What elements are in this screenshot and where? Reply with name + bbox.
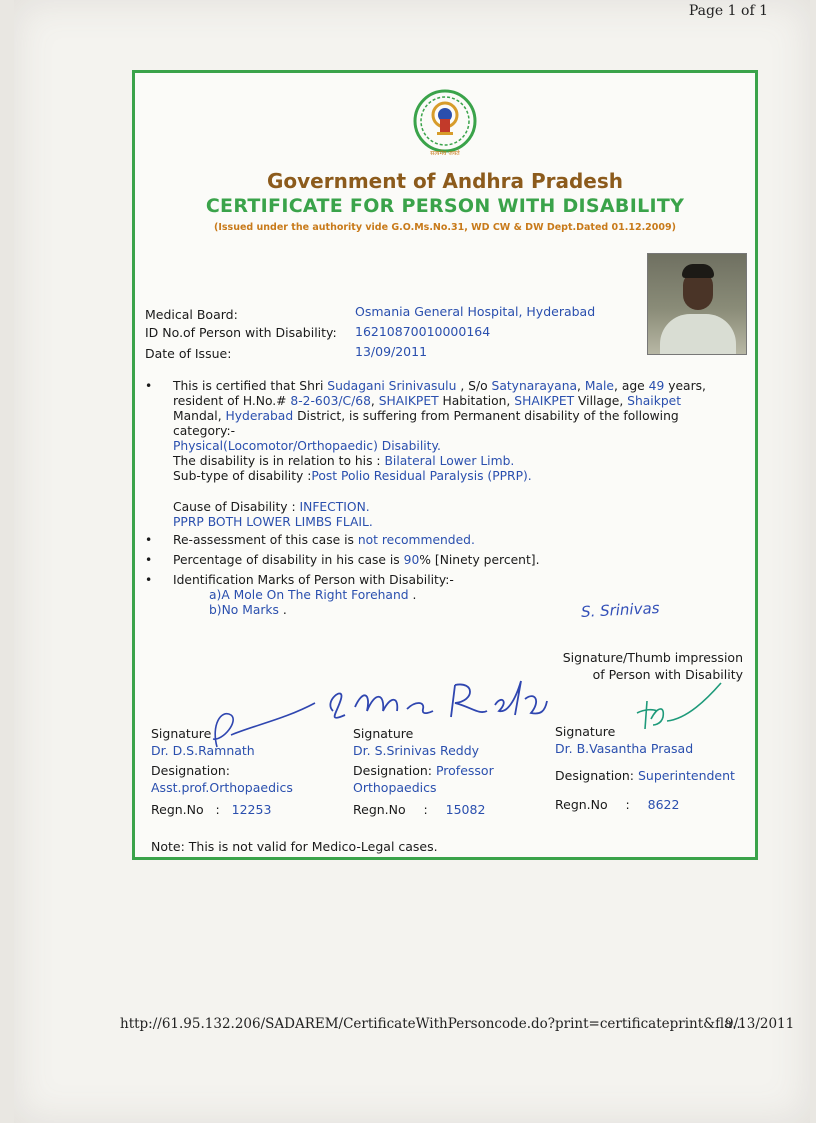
bullet-icon: • <box>145 533 153 547</box>
age: 49 <box>648 379 665 393</box>
bullet-icon: • <box>145 573 153 587</box>
date-label: Date of Issue: <box>145 346 232 361</box>
signatory-3: Signature Dr. B.Vasantha Prasad Designation: Superintendent Regn.No : 8622 <box>555 724 735 812</box>
scanned-page <box>14 0 810 1123</box>
person-handwritten-signature: S. Srinivas <box>580 598 660 622</box>
signature-label: Signature <box>555 724 616 739</box>
percentage-item: • Percentage of disability in his case is 90% [Ninety percent]. <box>145 553 540 567</box>
house-number: 8-2-603/C/68 <box>290 394 371 408</box>
habitation: SHAIKPET <box>378 394 439 408</box>
signatory-regn: 8622 <box>647 797 680 812</box>
signatory-regn: 12253 <box>231 802 272 817</box>
gender: Male <box>584 379 614 393</box>
person-name: Sudagani Srinivasulu <box>327 379 457 393</box>
person-signature-caption: Signature/Thumb impression of Person with Disability <box>562 650 743 682</box>
village: SHAIKPET <box>514 394 575 408</box>
reassessment-value: not recommended. <box>357 533 475 547</box>
signatory-designation: Asst.prof.Orthopaedics <box>151 780 293 795</box>
authority-line: (Issued under the authority vide G.O.Ms.No.31, WD CW & DW Dept.Dated 01.12.2009) <box>214 222 676 233</box>
medical-board-value: Osmania General Hospital, Hyderabad <box>355 304 596 319</box>
signatory-name: Dr. B.Vasantha Prasad <box>555 741 694 756</box>
signatory-2: Signature Dr. S.Srinivas Reddy Designation: Professor Orthopaedics Regn.No : 15082 <box>353 726 494 817</box>
medical-board-label: Medical Board: <box>145 307 238 322</box>
disability-subtype: Post Polio Residual Paralysis (PPRP). <box>311 469 532 483</box>
handwritten-signature-reddy <box>315 671 555 731</box>
signature-label: Signature <box>353 726 414 741</box>
cause-paragraph: Cause of Disability : INFECTION. PPRP BOTH LOWER LIMBS FLAIL. <box>173 500 748 530</box>
footer-url: http://61.95.132.206/SADAREM/CertificateWithPersoncode.do?print=certificateprint&fla... <box>120 1016 746 1032</box>
certification-paragraph: • This is certified that Shri Sudagani Srinivasulu , S/o Satynarayana, Male, age 49 years, resident of H.No.# 8-2-603/C/68, SHAIKPET Habitation, SHAIKPET Village, Shaikpet Mandal, Hyderabad District, is suffering from Permanent disability of the following category:- Physical(Locomotor/Orthopaedic) Disability. The disability is in relation to his : Bilateral Lower Limb. Sub-type of disability :Post Polio Residual Paralysis (PPRP). <box>173 379 748 484</box>
mark-a: a)A Mole On The Right Forehand <box>209 588 409 602</box>
disability-category: Physical(Locomotor/Orthopaedic) Disability. <box>173 439 441 453</box>
signatory-regn: 15082 <box>445 802 486 817</box>
bullet-icon: • <box>145 553 153 567</box>
svg-text:सत्यमेव जयते: सत्यमेव जयते <box>430 150 460 157</box>
cause-detail: PPRP BOTH LOWER LIMBS FLAIL. <box>173 515 373 529</box>
mark-b: b)No Marks <box>209 603 279 617</box>
signature-label: Signature <box>151 726 212 741</box>
page-number: Page 1 of 1 <box>688 3 768 19</box>
percentage-value: 90 <box>403 553 420 567</box>
government-heading: Government of Andhra Pradesh <box>266 169 624 193</box>
signatory-designation: Superintendent <box>637 768 735 783</box>
identification-marks-item: • Identification Marks of Person with Disability:- a)A Mole On The Right Forehand . b)No Marks . <box>145 573 454 617</box>
certificate-frame <box>132 70 758 860</box>
person-photo <box>647 253 747 355</box>
id-value: 16210870010000164 <box>355 324 491 339</box>
date-value: 13/09/2011 <box>355 344 428 359</box>
disability-relation: Bilateral Lower Limb. <box>384 454 515 468</box>
father-name: Satynarayana <box>491 379 578 393</box>
district: Hyderabad <box>225 409 294 423</box>
cause-value: INFECTION. <box>299 500 370 514</box>
signatory-designation: Professor <box>435 763 494 778</box>
signatory-1: Signature Dr. D.S.Ramnath Designation: Asst.prof.Orthopaedics Regn.No : 12253 <box>151 726 293 817</box>
validity-note: Note: This is not valid for Medico-Legal cases. <box>151 839 438 854</box>
certificate-body <box>145 379 748 618</box>
reassessment-item: • Re-assessment of this case is not recommended. <box>145 533 475 547</box>
footer-date: 9/13/2011 <box>725 1016 795 1032</box>
certificate-title: CERTIFICATE FOR PERSON WITH DISABILITY <box>205 195 685 217</box>
bullet-icon: • <box>145 379 153 393</box>
mandal: Shaikpet <box>627 394 682 408</box>
signatory-name: Dr. D.S.Ramnath <box>151 743 255 758</box>
state-emblem-icon <box>407 85 483 161</box>
id-label: ID No.of Person with Disability: <box>145 325 337 340</box>
signatory-name: Dr. S.Srinivas Reddy <box>353 743 480 758</box>
